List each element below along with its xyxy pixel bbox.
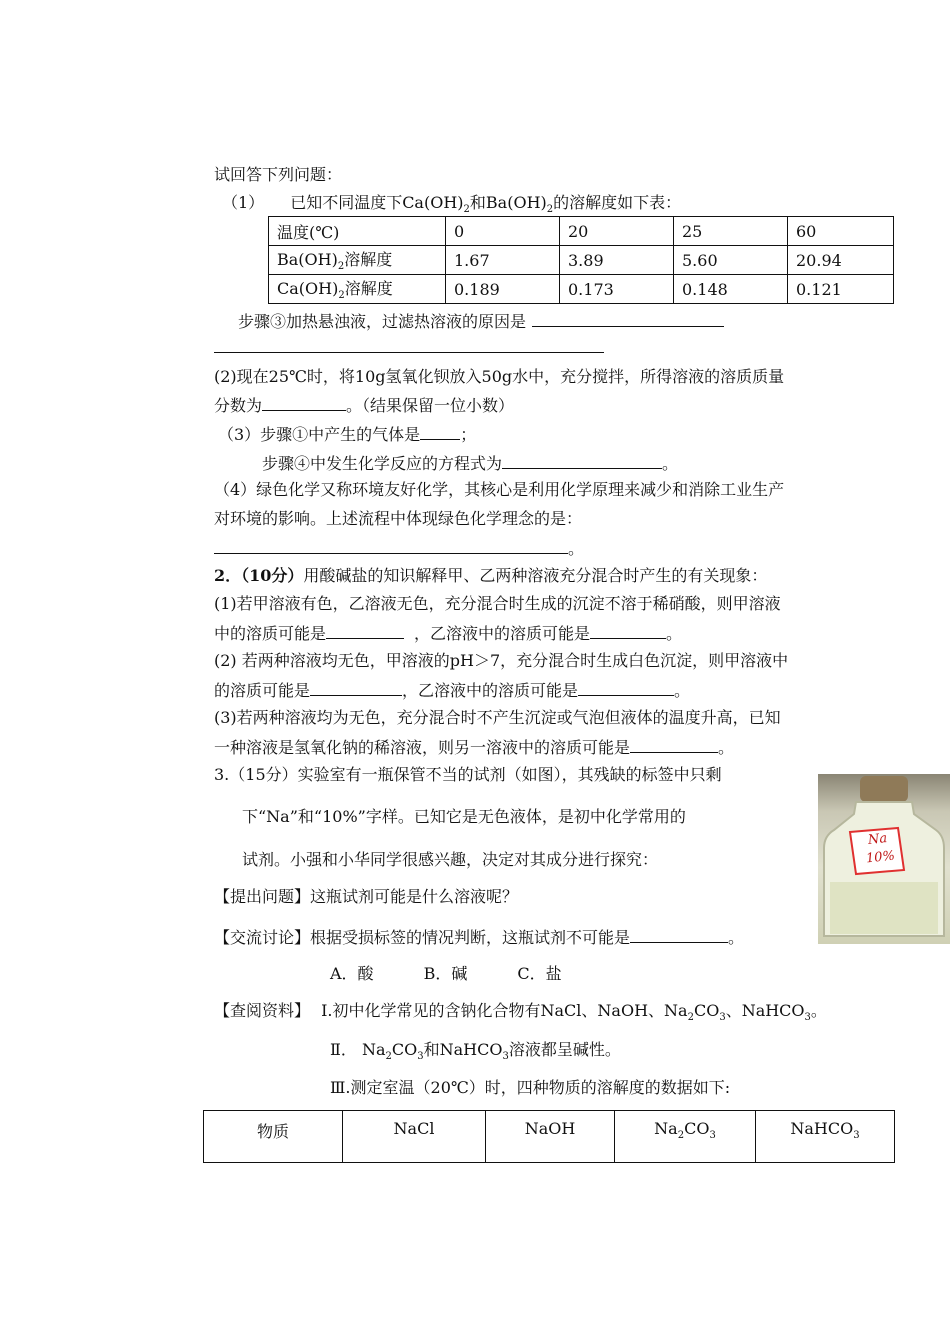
table1-cell: 0.148 <box>674 275 788 304</box>
answer-blank[interactable] <box>532 310 724 327</box>
p3-line2: 下“Na”和“10%”字样。已知它是无色液体，是初中化学常用的 <box>242 807 686 826</box>
table2-header-cell: $Na_2CO_3$ <box>615 1111 756 1163</box>
bottle-label-text-na: Na <box>867 831 888 848</box>
table1-cell: 5.60 <box>674 246 788 275</box>
answer-blank[interactable] <box>630 926 728 943</box>
answer-blank[interactable] <box>214 537 568 554</box>
q4-line1: （4）绿色化学又称环境友好化学，其核心是利用化学原理来减少和消除工业生产 <box>214 480 785 499</box>
table2-header-cell: 物质 <box>204 1111 343 1163</box>
q3-line2: 步骤④中发生化学反应的方程式为 。 <box>262 454 679 473</box>
bottle-liquid <box>830 882 938 934</box>
q1-number: （1） <box>222 193 265 212</box>
problem2-number: 2．（10分） <box>214 566 304 585</box>
answer-blank[interactable] <box>630 736 718 753</box>
table1-header-cell: 0 <box>446 217 560 246</box>
table1-cell: 0.173 <box>560 275 674 304</box>
answer-blank[interactable] <box>262 394 346 411</box>
bottle-stopper <box>860 776 908 802</box>
p3-discuss: 【交流讨论】根据受损标签的情况判断，这瓶试剂不可能是 。 <box>214 928 745 947</box>
solubility-table-2 <box>203 1110 895 1163</box>
option-b[interactable]: B．碱 <box>423 964 468 983</box>
p3-ask: 【提出问题】这瓶试剂可能是什么溶液呢？ <box>214 887 519 906</box>
table1-header-cell: 20 <box>560 217 674 246</box>
answer-blank[interactable] <box>502 452 662 469</box>
table1-row-label: $Ba(OH)_2$溶解度 <box>269 246 446 275</box>
answer-blank-line[interactable] <box>214 352 604 353</box>
answer-blank[interactable] <box>310 679 402 696</box>
p2-b1: (2) 若两种溶液均无色，甲溶液的pH＞7，充分混合时生成白色沉淀，则甲溶液中 <box>214 651 789 670</box>
p3-line1: 3.（15分）实验室有一瓶保管不当的试剂（如图），其残缺的标签中只剩 <box>214 765 722 784</box>
p3-options <box>330 963 562 985</box>
q4-line3: 。 <box>214 537 584 560</box>
p2-c1: (3)若两种溶液均为无色，充分混合时不产生沉淀或气泡但液体的温度升高，已知 <box>214 708 781 727</box>
table1-row-label: $Ca(OH)_2$溶解度 <box>269 275 446 304</box>
p2-c2: 一种溶液是氢氧化钠的稀溶液，则另一溶液中的溶质可能是 。 <box>214 738 735 757</box>
p2-b2: 的溶质可能是 ，乙溶液中的溶质可能是 。 <box>214 681 691 700</box>
p3-line3: 试剂。小强和小华同学很感兴趣，决定对其成分进行探究： <box>242 850 659 869</box>
table1-cell: 0.121 <box>788 275 894 304</box>
q2-line1: (2)现在25℃时，将10g氢氧化钡放入50g水中，充分搅拌，所得溶液的溶质质量 <box>214 367 785 386</box>
table1-header-cell: 25 <box>674 217 788 246</box>
p2-a2: 中的溶质可能是 ，乙溶液中的溶质可能是 。 <box>214 624 683 643</box>
p3-ref2: Ⅱ． $Na_2CO_3$和NaHCO$_3$溶液都呈碱性。 <box>330 1040 621 1063</box>
answer-blank[interactable] <box>326 622 404 639</box>
table1-cell: 20.94 <box>788 246 894 275</box>
answer-blank[interactable] <box>420 423 460 440</box>
q3-line1: （3）步骤①中产生的气体是 ； <box>218 425 477 444</box>
reagent-bottle-photo <box>818 774 950 944</box>
table2-header-cell: NaOH <box>486 1111 615 1163</box>
table1-cell: 3.89 <box>560 246 674 275</box>
table2-header-cell: NaHCO$_3$ <box>756 1111 895 1163</box>
table1-header-cell: 60 <box>788 217 894 246</box>
p3-ref1: 【查阅资料】 Ⅰ.初中化学常见的含钠化合物有NaCl、NaOH、$Na_2CO_3$、NaHCO$_3$。 <box>214 1001 827 1024</box>
p3-ref3: Ⅲ.测定室温（20℃）时，四种物质的溶解度的数据如下: <box>330 1078 731 1097</box>
q2-line2: 分数为 。（结果保留一位小数） <box>214 396 515 415</box>
table2-header-cell: NaCl <box>343 1111 486 1163</box>
problem2-title: 2．（10分）用酸碱盐的知识解释甲、乙两种溶液充分混合时产生的有关现象： <box>214 566 768 585</box>
intro-line: 试回答下列问题： <box>214 165 343 184</box>
option-c[interactable]: C．盐 <box>517 964 562 983</box>
answer-blank[interactable] <box>590 622 666 639</box>
option-a[interactable]: A．酸 <box>330 964 374 983</box>
solubility-table-1 <box>268 216 894 304</box>
bottle-label-text-percent: 10% <box>865 848 896 867</box>
p2-a1: (1)若甲溶液有色，乙溶液无色，充分混合时生成的沉淀不溶于稀硝酸，则甲溶液 <box>214 594 781 613</box>
table1-header-cell: 温度(℃) <box>269 217 446 246</box>
table1-cell: 1.67 <box>446 246 560 275</box>
q1-stem: （1） 已知不同温度下$Ca(OH)_2$和$Ba(OH)_2$的溶解度如下表： <box>222 193 682 216</box>
answer-blank[interactable] <box>578 679 674 696</box>
q4-line2: 对环境的影响。上述流程中体现绿色化学理念的是： <box>214 509 583 528</box>
q1-step3: 步骤③加热悬浊液，过滤热溶液的原因是 <box>238 310 724 333</box>
table1-cell: 0.189 <box>446 275 560 304</box>
